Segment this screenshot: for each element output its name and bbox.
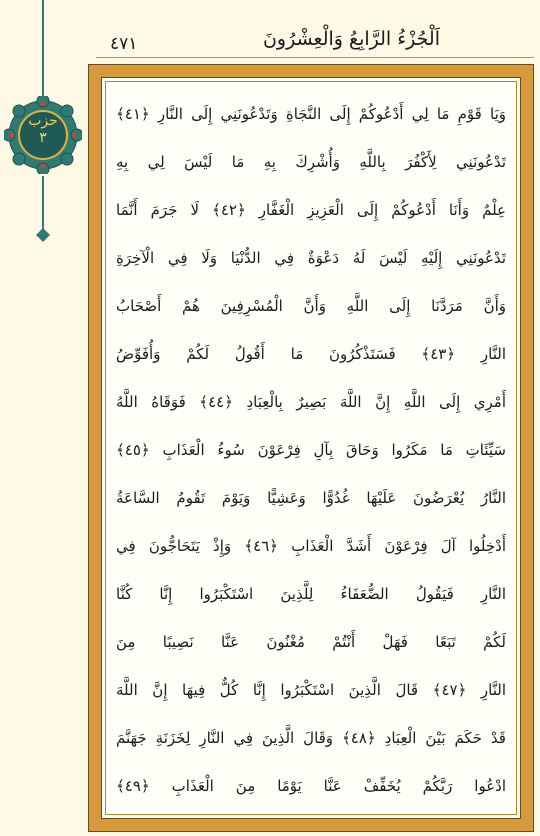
text-line: النَّارِ ﴿٤٧﴾ قَالَ الَّذِينَ اسْتَكْبَرُوا إِنَّا كُلٌّ فِيهَا إِنَّ اللَّهَ xyxy=(116,681,506,699)
text-line: ادْعُوا رَبَّكُمْ يُخَفِّفْ عَنَّا يَوْمًا مِنَ الْعَذَابِ ﴿٤٩﴾ xyxy=(116,777,506,795)
hizb-number: ٣ xyxy=(39,130,47,146)
page-frame xyxy=(88,64,534,832)
text-line: تَدْعُونَنِي إِلَيْهِ لَيْسَ لَهُ دَعْوَةٌ فِي الدُّنْيَا وَلَا فِي الْآخِرَةِ xyxy=(116,249,506,267)
hizb-label: حزب xyxy=(28,113,58,129)
text-panel xyxy=(101,77,521,819)
text-line: وَيَا قَوْمِ مَا لِي أَدْعُوكُمْ إِلَى النَّجَاةِ وَتَدْعُونَنِي إِلَى النَّارِ ﴿٤١﴾ xyxy=(116,105,506,123)
text-line: قَدْ حَكَمَ بَيْنَ الْعِبَادِ ﴿٤٨﴾ وَقَالَ الَّذِينَ فِي النَّارِ لِخَزَنَةِ جَهَنَّمَ xyxy=(116,729,506,747)
text-line: عِلْمٌ وَأَنَا أَدْعُوكُمْ إِلَى الْعَزِيزِ الْغَفَّارِ ﴿٤٢﴾ لَا جَرَمَ أَنَّمَا xyxy=(116,201,506,219)
ornament-tip-icon xyxy=(36,228,50,242)
ornament-line-bottom xyxy=(42,176,44,236)
verse-text xyxy=(116,94,506,806)
page-header xyxy=(96,0,540,62)
text-line: سَيِّئَاتِ مَا مَكَرُوا وَحَاقَ بِآلِ فِرْعَوْنَ سُوءُ الْعَذَابِ ﴿٤٥﴾ xyxy=(116,441,506,459)
text-line: النَّارِ فَيَقُولُ الضُّعَفَاءُ لِلَّذِينَ اسْتَكْبَرُوا إِنَّا كُنَّا xyxy=(116,585,506,603)
juz-title: اَلْجُزْءُ الرَّابِعُ وَالْعِشْرُونَ xyxy=(262,28,440,50)
text-line: أَدْخِلُوا آلَ فِرْعَوْنَ أَشَدَّ الْعَذَابِ ﴿٤٦﴾ وَإِذْ يَتَحَاجُّونَ فِي xyxy=(116,537,506,555)
text-line: وَأَنَّ مَرَدَّنَا إِلَى اللَّهِ وَأَنَّ الْمُسْرِفِينَ هُمْ أَصْحَابُ xyxy=(116,297,506,315)
text-line: النَّارِ ﴿٤٣﴾ فَسَتَذْكُرُونَ مَا أَقُولُ لَكُمْ وَأُفَوِّضُ xyxy=(116,345,506,363)
margin-ornament xyxy=(0,0,88,836)
page-number: ٤٧١ xyxy=(110,34,138,54)
text-line: النَّارُ يُعْرَضُونَ عَلَيْهَا غُدُوًّا وَعَشِيًّا وَيَوْمَ تَقُومُ السَّاعَةُ xyxy=(116,489,506,507)
text-line: لَكُمْ تَبَعًا فَهَلْ أَنْتُمْ مُغْنُونَ عَنَّا نَصِيبًا مِنَ xyxy=(116,633,506,651)
text-line: تَدْعُونَنِي لِأَكْفُرَ بِاللَّهِ وَأُشْرِكَ بِهِ مَا لَيْسَ لِي بِهِ xyxy=(116,153,506,171)
text-line: أَمْرِي إِلَى اللَّهِ إِنَّ اللَّهَ بَصِيرٌ بِالْعِبَادِ ﴿٤٤﴾ فَوَقَاهُ اللَّهُ xyxy=(116,393,506,411)
ornament-line-top xyxy=(42,0,44,96)
header-divider xyxy=(96,57,534,58)
